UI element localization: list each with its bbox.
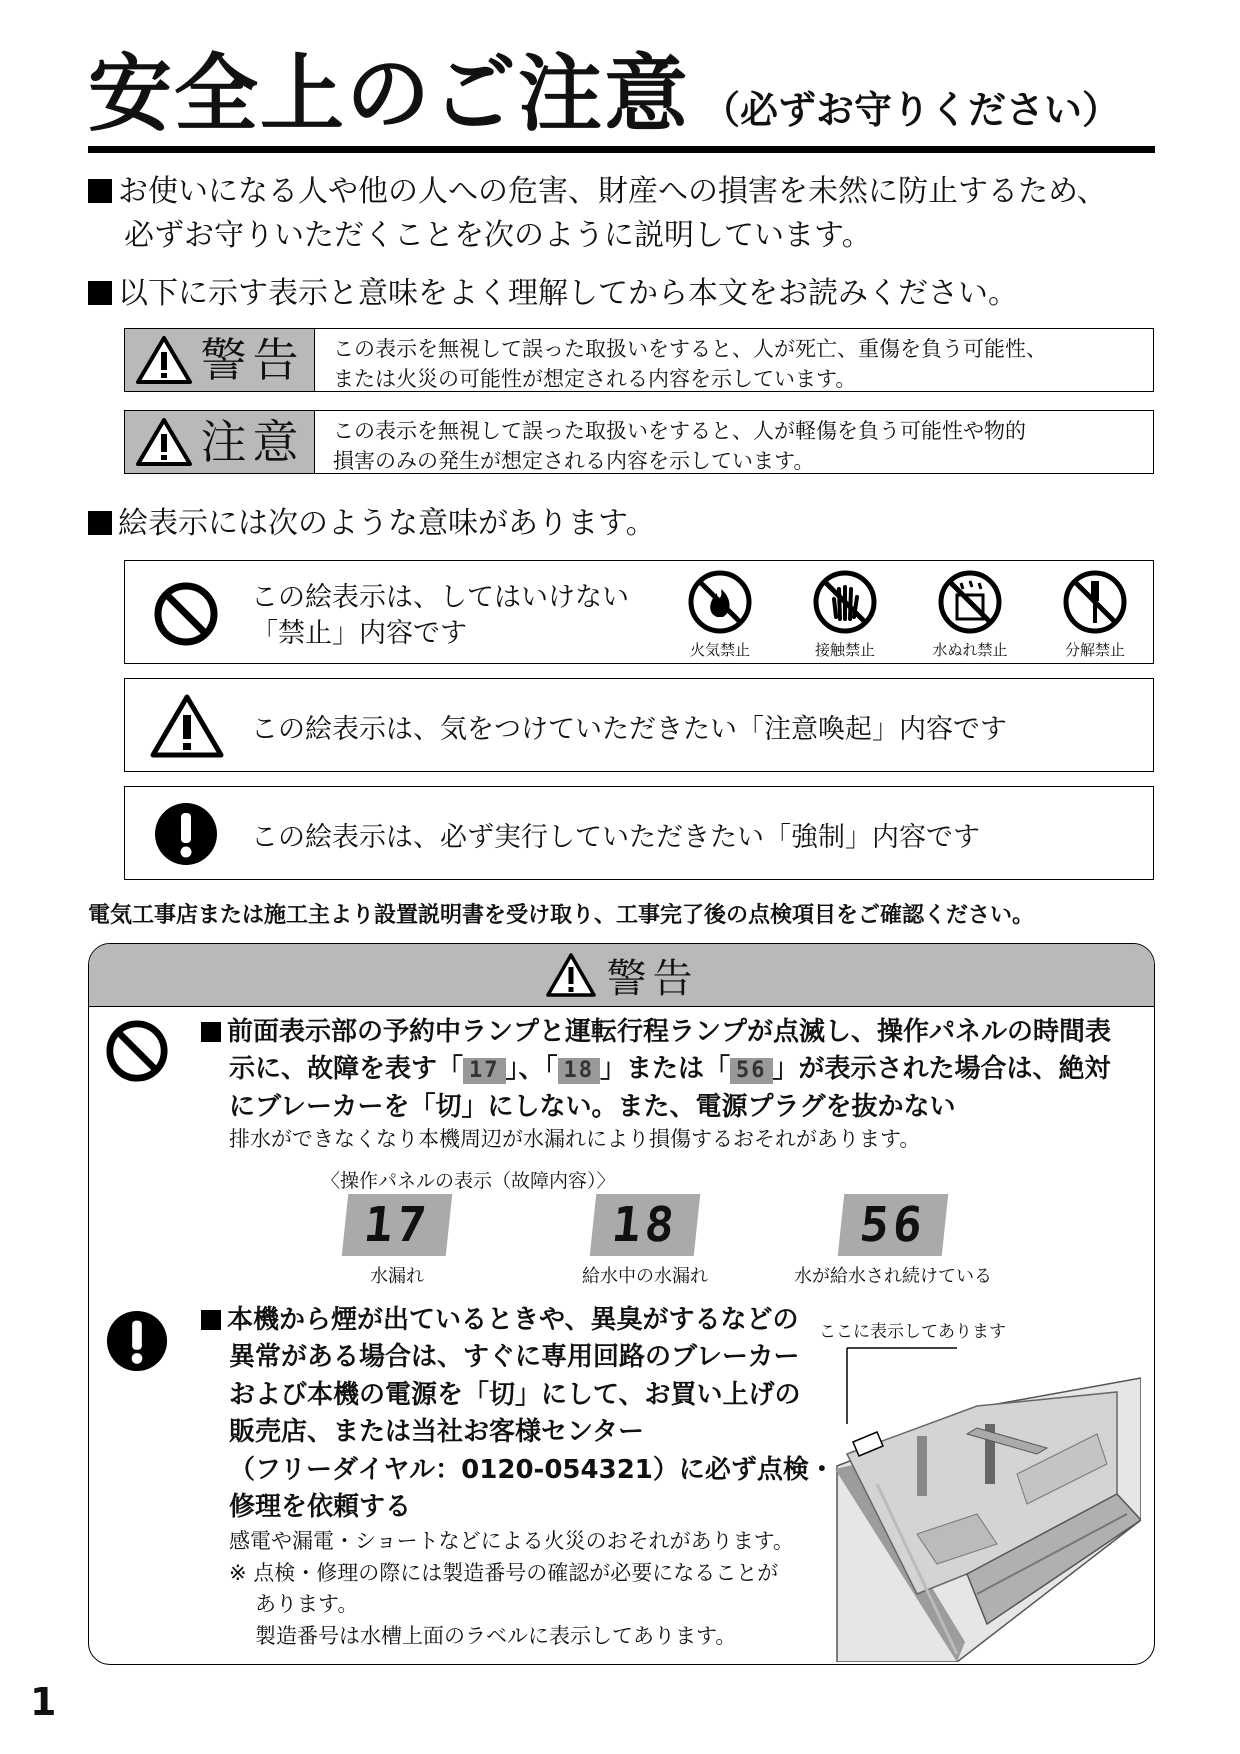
page-title: 安全上のご注意 （必ずお守りください） bbox=[88, 45, 1121, 143]
caution-pictogram-text: この絵表示は、気をつけていただきたい「注意喚起」内容です bbox=[251, 714, 1007, 745]
dishwasher-illustration bbox=[817, 1344, 1141, 1662]
page-number: 1 bbox=[30, 1680, 57, 1724]
no-water-icon bbox=[937, 569, 1003, 635]
caution-pictogram-box bbox=[124, 678, 1154, 772]
mandatory-action-icon bbox=[153, 801, 219, 867]
display-17-label: 水漏れ bbox=[370, 1266, 424, 1287]
error-code-56: 56 bbox=[730, 1058, 773, 1084]
display-18: 18 bbox=[590, 1194, 701, 1256]
prohibition-box bbox=[124, 560, 1154, 664]
intro-bullet-1-cont: 必ずお守りいただくことを次のように説明しています。 bbox=[124, 218, 872, 253]
prohibition-icon bbox=[153, 581, 219, 647]
error-code-18: 18 bbox=[558, 1058, 601, 1084]
caution-triangle-icon bbox=[149, 693, 225, 759]
no-water-example: 水ぬれ禁止 bbox=[915, 569, 1025, 660]
intro-bullet-1: お使いになる人や他の人への危害、財産への損害を未然に防止するため、 bbox=[88, 170, 1107, 214]
no-touch-icon bbox=[812, 569, 878, 635]
no-fire-example: 火気禁止 bbox=[665, 569, 775, 660]
warning-signal-label: 警告 bbox=[125, 329, 315, 391]
caution-signal-description: この表示を無視して誤った取扱いをすると、人が軽傷を負う可能性や物的 損害のみの発生が想定される内容を示しています。 bbox=[333, 419, 1026, 474]
warning-triangle-icon bbox=[135, 335, 193, 385]
display-17: 17 bbox=[342, 1194, 453, 1256]
warning-panel bbox=[88, 943, 1155, 1665]
prohibition-text-1: この絵表示は、してはいけない bbox=[251, 582, 629, 613]
pictogram-heading: 絵表示には次のような意味があります。 bbox=[88, 502, 656, 546]
title-rule bbox=[88, 146, 1155, 153]
no-touch-example: 接触禁止 bbox=[790, 569, 900, 660]
item1-text: 前面表示部の予約中ランプと運転行程ランプが点滅し、操作パネルの時間表 示に、故障を表す「 17 」、「 18 」または「 56 」が表示された場合は、絶対 にブレーカーを「切」にしない。また、電源プラグを抜かない bbox=[201, 1014, 1111, 1126]
display-56-label: 水が給水され続けている bbox=[794, 1266, 992, 1287]
no-disassembly-icon bbox=[1062, 569, 1128, 635]
page-subtitle: （必ずお守りください） bbox=[702, 88, 1121, 132]
mandatory-pictogram-box bbox=[124, 786, 1154, 880]
panel-display-caption: 〈操作パネルの表示（故障内容）〉 bbox=[321, 1170, 616, 1192]
warning-triangle-icon bbox=[545, 952, 597, 998]
figure-label: ここに表示してあります bbox=[819, 1322, 1006, 1342]
mandatory-action-icon bbox=[105, 1309, 169, 1373]
warning-panel-header: 警告 bbox=[89, 944, 1154, 1007]
error-code-17: 17 bbox=[463, 1058, 506, 1084]
mandatory-pictogram-text: この絵表示は、必ず実行していただきたい「強制」内容です bbox=[251, 822, 980, 853]
display-18-label: 給水中の水漏れ bbox=[582, 1266, 708, 1287]
warning-signal-box bbox=[124, 328, 1154, 392]
intro-bullet-2: 以下に示す表示と意味をよく理解してから本文をお読みください。 bbox=[88, 272, 1018, 316]
caution-signal-label: 注意 bbox=[125, 411, 315, 473]
caution-signal-box bbox=[124, 410, 1154, 474]
caution-triangle-icon bbox=[135, 417, 193, 467]
prohibition-text-2: 「禁止」内容です bbox=[251, 618, 467, 649]
item1-note: 排水ができなくなり本機周辺が水漏れにより損傷するおそれがあります。 bbox=[229, 1127, 921, 1151]
installation-notice: 電気工事店または施工主より設置説明書を受け取り、工事完了後の点検項目をご確認ください。 bbox=[88, 903, 1035, 928]
item2-notes: 感電や漏電・ショートなどによる火災のおそれがあります。 ※ 点検・修理の際には製造番号の確認が必要になることが あります。 製造番号は水槽上面のラベルに表示してあります。 bbox=[229, 1529, 794, 1648]
item2-text: 本機から煙が出ているときや、異臭がするなどの 異常がある場合は、すぐに専用回路のブレーカー および本機の電源を「切」にして、お買い上げの 販売店、または当社お客様センター （フリーダイヤル：0120-054321）に必ず点検・ 修理を依頼する bbox=[201, 1302, 835, 1527]
no-fire-icon bbox=[687, 569, 753, 635]
prohibition-icon bbox=[105, 1019, 169, 1083]
no-disassembly-example: 分解禁止 bbox=[1040, 569, 1150, 660]
display-56: 56 bbox=[838, 1194, 949, 1256]
warning-signal-description: この表示を無視して誤った取扱いをすると、人が死亡、重傷を負う可能性、 または火災の可能性が想定される内容を示しています。 bbox=[333, 337, 1047, 392]
